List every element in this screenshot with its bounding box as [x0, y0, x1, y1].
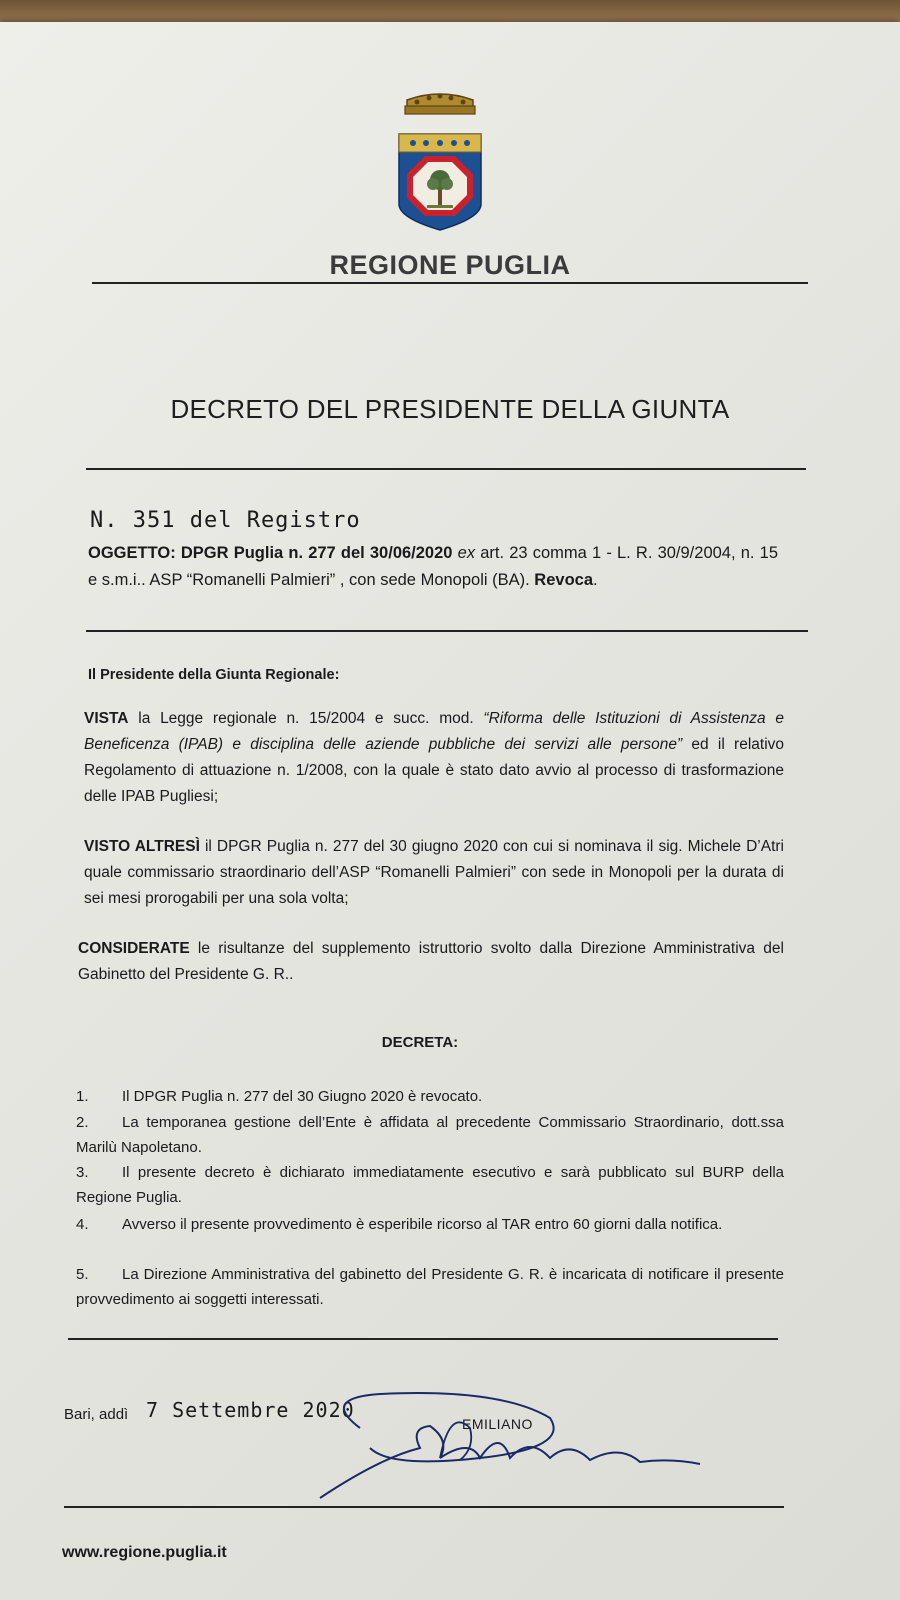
object-text: art. 23 comma 1 - L. R. 30/9/2004, n. 15 e s.m.i.. ASP “Romanelli Palmieri” , con sede Monopoli (BA).: [88, 544, 778, 589]
considerate-lead: CONSIDERATE: [78, 940, 190, 957]
region-name: REGIONE PUGLIA: [329, 250, 571, 280]
decree-item: [76, 1160, 784, 1210]
date-handwritten: 7 Settembre 2020: [146, 1398, 355, 1422]
considerate-text: le risultanze del supplemento istruttorio svolto dalla Direzione Amministrativa del Gabinetto del Presidente G. R..: [78, 940, 784, 983]
object-label: OGGETTO:: [88, 544, 176, 562]
visto-lead: VISTO ALTRESÌ: [84, 838, 200, 855]
vista-text-2: ed il relativo Regolamento di attuazione n. 1/2008, con la quale è stato dato avvio al processo di trasformazione delle IPAB Pugliesi;: [84, 736, 785, 805]
item-number: 2.: [76, 1114, 89, 1131]
decree-item: [76, 1262, 784, 1312]
item-text: Il DPGR Puglia n. 277 del 30 Giugno 2020 è revocato.: [122, 1088, 483, 1105]
item-number: 1.: [76, 1088, 89, 1105]
document-page: [0, 22, 900, 1600]
decree-item: [76, 1110, 784, 1160]
decree-item: [76, 1212, 784, 1237]
paragraph-vista: [84, 706, 784, 810]
vista-italic: “Riforma delle Istituzioni di Assistenza e Beneficenza (IPAB) e disciplina delle aziende pubbliche dei servizi alle persone”: [84, 710, 784, 753]
vista-text-1: la Legge regionale n. 15/2004 e succ. mod.: [128, 710, 484, 727]
header-divider: [92, 282, 808, 284]
decreta-heading: DECRETA:: [381, 1034, 459, 1051]
object-divider: [86, 630, 808, 632]
place: Bari, addì: [64, 1406, 129, 1423]
footer-divider-top: [68, 1338, 778, 1340]
regione-puglia-coat-of-arms-icon: [395, 86, 485, 236]
item-number: 5.: [76, 1266, 89, 1283]
item-text: Avverso il presente provvedimento è esperibile ricorso al TAR entro 60 giorni dalla notifica.: [122, 1216, 723, 1233]
item-number: 3.: [76, 1164, 89, 1181]
title-divider: [86, 468, 806, 470]
website-url: www.regione.puglia.it: [62, 1544, 227, 1561]
object-ex: ex: [457, 544, 476, 562]
president-heading: Il Presidente della Giunta Regionale:: [88, 667, 340, 683]
decree-item: [76, 1084, 784, 1109]
item-text: La Direzione Amministrativa del gabinetto del Presidente G. R. è incaricata di notificare il presente provvedimento ai soggetti interessati.: [76, 1266, 784, 1308]
item-text: Il presente decreto è dichiarato immediatamente esecutivo e sarà pubblicato sul BURP della Regione Puglia.: [76, 1164, 784, 1206]
handwritten-signature-icon: [300, 1388, 720, 1508]
decree-object: [88, 540, 778, 594]
item-text: La temporanea gestione dell’Ente è affidata al precedente Commissario Straordinario, dott.ssa Marilù Napoletano.: [76, 1114, 784, 1156]
register-number-handwritten: N. 351 del Registro: [90, 508, 361, 533]
object-revoca: Revoca: [534, 571, 593, 589]
visto-text: il DPGR Puglia n. 277 del 30 giugno 2020 con cui si nominava il sig. Michele D’Atri quale commissario straordinario dell’ASP “Romanelli Palmieri” con sede in Monopoli per la durata di sei mesi prorogabili per una sola volta;: [84, 838, 784, 907]
footer-divider-bottom: [64, 1506, 784, 1508]
paragraph-visto: [84, 834, 784, 912]
item-number: 4.: [76, 1216, 89, 1233]
object-end: .: [593, 571, 598, 589]
object-reference: DPGR Puglia n. 277 del 30/06/2020: [180, 544, 453, 562]
decree-title: DECRETO DEL PRESIDENTE DELLA GIUNTA: [170, 394, 730, 424]
signer-name: EMILIANO: [462, 1416, 533, 1432]
vista-lead: VISTA: [84, 710, 129, 727]
paragraph-considerate: [78, 936, 784, 988]
